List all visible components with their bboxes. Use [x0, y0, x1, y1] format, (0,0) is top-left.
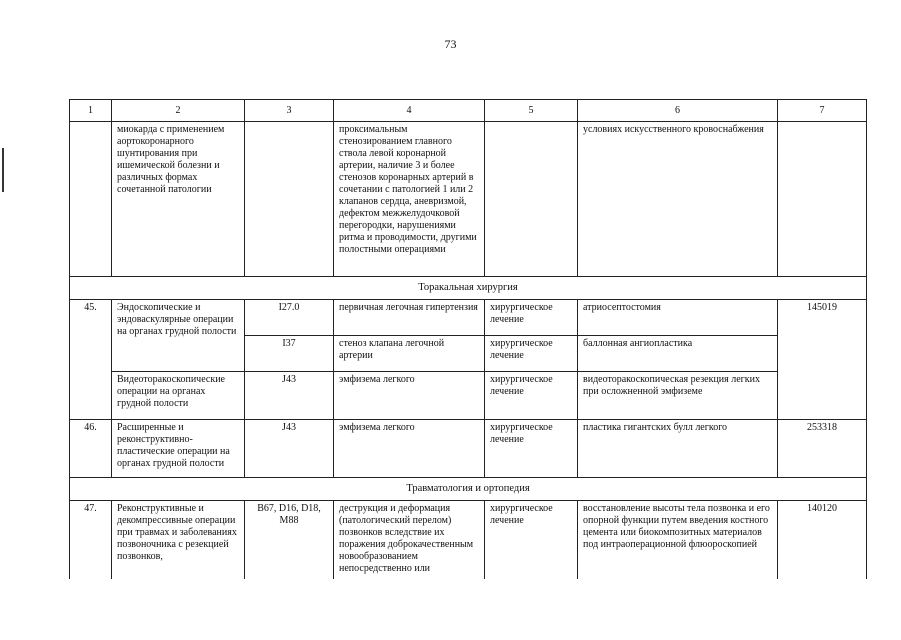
table-header-row [70, 100, 867, 122]
cont-type-cell [485, 122, 578, 277]
row-47-name: Реконструктивные и декомпрессивные операции при травмах и заболеваниях позвоночника с резекцией позвонков, [112, 501, 245, 579]
row-47-type: хирургическое лечение [485, 501, 578, 579]
row-46-method: пластика гигантских булл легкого [578, 420, 778, 478]
cont-cost-cell [778, 122, 867, 277]
row-47-cost: 140120 [778, 501, 867, 579]
row-46-diagnosis: эмфизема легкого [334, 420, 485, 478]
row-46-code: J43 [245, 420, 334, 478]
table-row-47 [70, 501, 867, 579]
table-row-46 [70, 420, 867, 478]
row-47-code: B67, D16, D18, M88 [245, 501, 334, 579]
section-row-thoracic [70, 277, 867, 300]
row-47-number: 47. [70, 501, 112, 579]
row-45-number: 45. [70, 300, 112, 420]
row-47-method: восстановление высоты тела позвонка и его опорной функции путем введения костного цемента или биокомпозитных материалов под интраоперационной флюороскопией [578, 501, 778, 579]
cont-diagnosis-cell: проксимальным стенозированием главного ствола левой коронарной артерии, наличие 3 и более стенозов коронарных артерий в сочетании с патологией 1 или 2 клапанов сердца, аневризмой, дефектом межжелудочковой перегородки, нарушениями ритма и проводимости, другими полостными операциями [334, 122, 485, 277]
table-row-45c [70, 372, 867, 420]
row-45-method-a: атриосептостомия [578, 300, 778, 336]
page-number: 73 [444, 37, 457, 51]
row-45-type-b: хирургическое лечение [485, 336, 578, 372]
table-row-continuation [70, 122, 867, 277]
header-col-1: 1 [70, 100, 112, 122]
row-46-type: хирургическое лечение [485, 420, 578, 478]
row-47-diagnosis: деструкция и деформация (патологический перелом) позвонков вследствие их поражения доброкачественным новообразованием непосредственно или [334, 501, 485, 579]
header-col-2: 2 [112, 100, 245, 122]
header-col-6: 6 [578, 100, 778, 122]
row-45-type-c: хирургическое лечение [485, 372, 578, 420]
header-col-3: 3 [245, 100, 334, 122]
row-45-cost: 145019 [778, 300, 867, 420]
row-45-method-b: баллонная ангиопластика [578, 336, 778, 372]
row-45-diagnosis-b: стеноз клапана легочной артерии [334, 336, 485, 372]
cont-name-cell: миокарда с применением аортокоронарного шунтирования при ишемической болезни и различных формах сочетанной патологии [112, 122, 245, 277]
row-46-number: 46. [70, 420, 112, 478]
section-title-thoracic: Торакальная хирургия [70, 277, 867, 300]
row-45-code-b: I37 [245, 336, 334, 372]
cont-num-cell [70, 122, 112, 277]
row-45-name-c: Видеоторакоскопические операции на органах грудной полости [112, 372, 245, 420]
row-45-diagnosis-a: первичная легочная гипертензия [334, 300, 485, 336]
table-row-45a [70, 300, 867, 336]
row-45-type-a: хирургическое лечение [485, 300, 578, 336]
row-45-diagnosis-c: эмфизема легкого [334, 372, 485, 420]
scan-margin-mark [2, 148, 4, 192]
row-45-method-c: видеоторакоскопическая резекция легких при осложненной эмфиземе [578, 372, 778, 420]
row-45-name-a: Эндоскопические и эндоваскулярные операции на органах грудной полости [112, 300, 245, 372]
medical-care-table [69, 99, 867, 579]
cont-code-cell [245, 122, 334, 277]
row-45-code-c: J43 [245, 372, 334, 420]
row-46-name: Расширенные и реконструктивно-пластические операции на органах грудной полости [112, 420, 245, 478]
header-col-5: 5 [485, 100, 578, 122]
row-45-code-a: I27.0 [245, 300, 334, 336]
row-46-cost: 253318 [778, 420, 867, 478]
header-col-7: 7 [778, 100, 867, 122]
section-row-trauma [70, 478, 867, 501]
header-col-4: 4 [334, 100, 485, 122]
section-title-trauma: Травматология и ортопедия [70, 478, 867, 501]
cont-method-cell: условиях искусственного кровоснабжения [578, 122, 778, 277]
